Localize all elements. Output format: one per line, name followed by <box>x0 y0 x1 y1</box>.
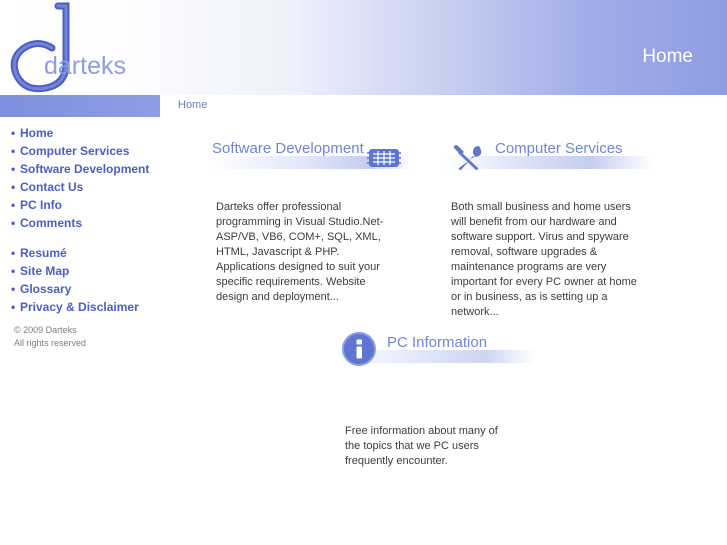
panel-title[interactable]: Software Development <box>212 140 364 157</box>
bullet-icon: • <box>11 180 16 194</box>
logo-wordmark: darteks <box>44 52 126 80</box>
panel-body-text: Free information about many of the topics that we PC users frequently encounter. <box>345 425 498 467</box>
copyright-notice <box>14 324 86 350</box>
breadcrumb-bar <box>0 95 727 117</box>
breadcrumb-bar-inner <box>160 95 727 117</box>
panel-software-development <box>210 130 425 305</box>
chip-icon <box>365 144 403 172</box>
sidebar-item-contact-us[interactable] <box>0 178 170 196</box>
sidebar-item-computer-services[interactable] <box>0 142 170 160</box>
panel-header <box>335 312 565 352</box>
bullet-icon: • <box>11 144 16 158</box>
sidebar-item-label: Comments <box>20 216 83 230</box>
sidebar-item-pc-info[interactable] <box>0 196 170 214</box>
info-icon <box>340 330 378 368</box>
bullet-icon: • <box>11 216 16 230</box>
bullet-icon: • <box>11 198 16 212</box>
copyright-line-2: All rights reserved <box>14 338 87 348</box>
sidebar-item-privacy-disclaimer[interactable] <box>0 298 170 316</box>
panel-pc-information <box>335 312 565 469</box>
breadcrumb[interactable]: Home <box>178 99 208 111</box>
panel-body-text: Darteks offer professional programming in Visual Studio.Net-ASP/VB, VB6, COM+, SQL, XML, HTML, Javascript & PHP. Applications designed to suit your specific requirements. Website design and deployment... <box>216 201 384 303</box>
sidebar-item-label: Privacy & Disclaimer <box>20 300 139 314</box>
bullet-icon: • <box>11 126 16 140</box>
panel-computer-services <box>445 130 675 320</box>
sidebar-item-glossary[interactable] <box>0 280 170 298</box>
sidebar-item-label: Site Map <box>20 264 70 278</box>
tools-icon <box>451 142 485 172</box>
sidebar-item-resume[interactable] <box>0 244 170 262</box>
site-logo[interactable] <box>8 2 158 95</box>
bullet-icon: • <box>11 246 16 260</box>
panel-body-text: Both small business and home users will benefit from our hardware and software support. Virus and spyware removal, software upgrades & maintenance programs are very important for every PC owner at home or in business, as is setting up a network... <box>451 201 637 318</box>
bullet-icon: • <box>11 282 16 296</box>
sidebar-item-label: Computer Services <box>20 144 130 158</box>
sidebar-item-label: Glossary <box>20 282 72 296</box>
copyright-line-1: © 2009 Darteks <box>14 325 77 335</box>
bullet-icon: • <box>11 162 16 176</box>
sidebar-item-label: Software Development <box>20 162 150 176</box>
panel-header <box>445 130 675 170</box>
sidebar-item-label: PC Info <box>20 198 62 212</box>
bullet-icon: • <box>11 300 16 314</box>
sidebar-item-site-map[interactable] <box>0 262 170 280</box>
sidebar-item-label: Home <box>20 126 54 140</box>
site-header <box>0 0 727 95</box>
bullet-icon: • <box>11 264 16 278</box>
panel-title[interactable]: Computer Services <box>495 140 623 157</box>
panel-title[interactable]: PC Information <box>387 334 488 351</box>
sidebar-item-home[interactable] <box>0 124 170 142</box>
header-home-link[interactable]: Home <box>642 46 693 67</box>
panel-header <box>210 130 425 170</box>
sidebar-item-label: Resumé <box>20 246 67 260</box>
sidebar-nav <box>0 124 170 348</box>
sidebar-item-label: Contact Us <box>20 180 84 194</box>
sidebar-item-software-development[interactable] <box>0 160 170 178</box>
sidebar-separator <box>0 232 170 244</box>
sidebar-item-comments[interactable] <box>0 214 170 232</box>
